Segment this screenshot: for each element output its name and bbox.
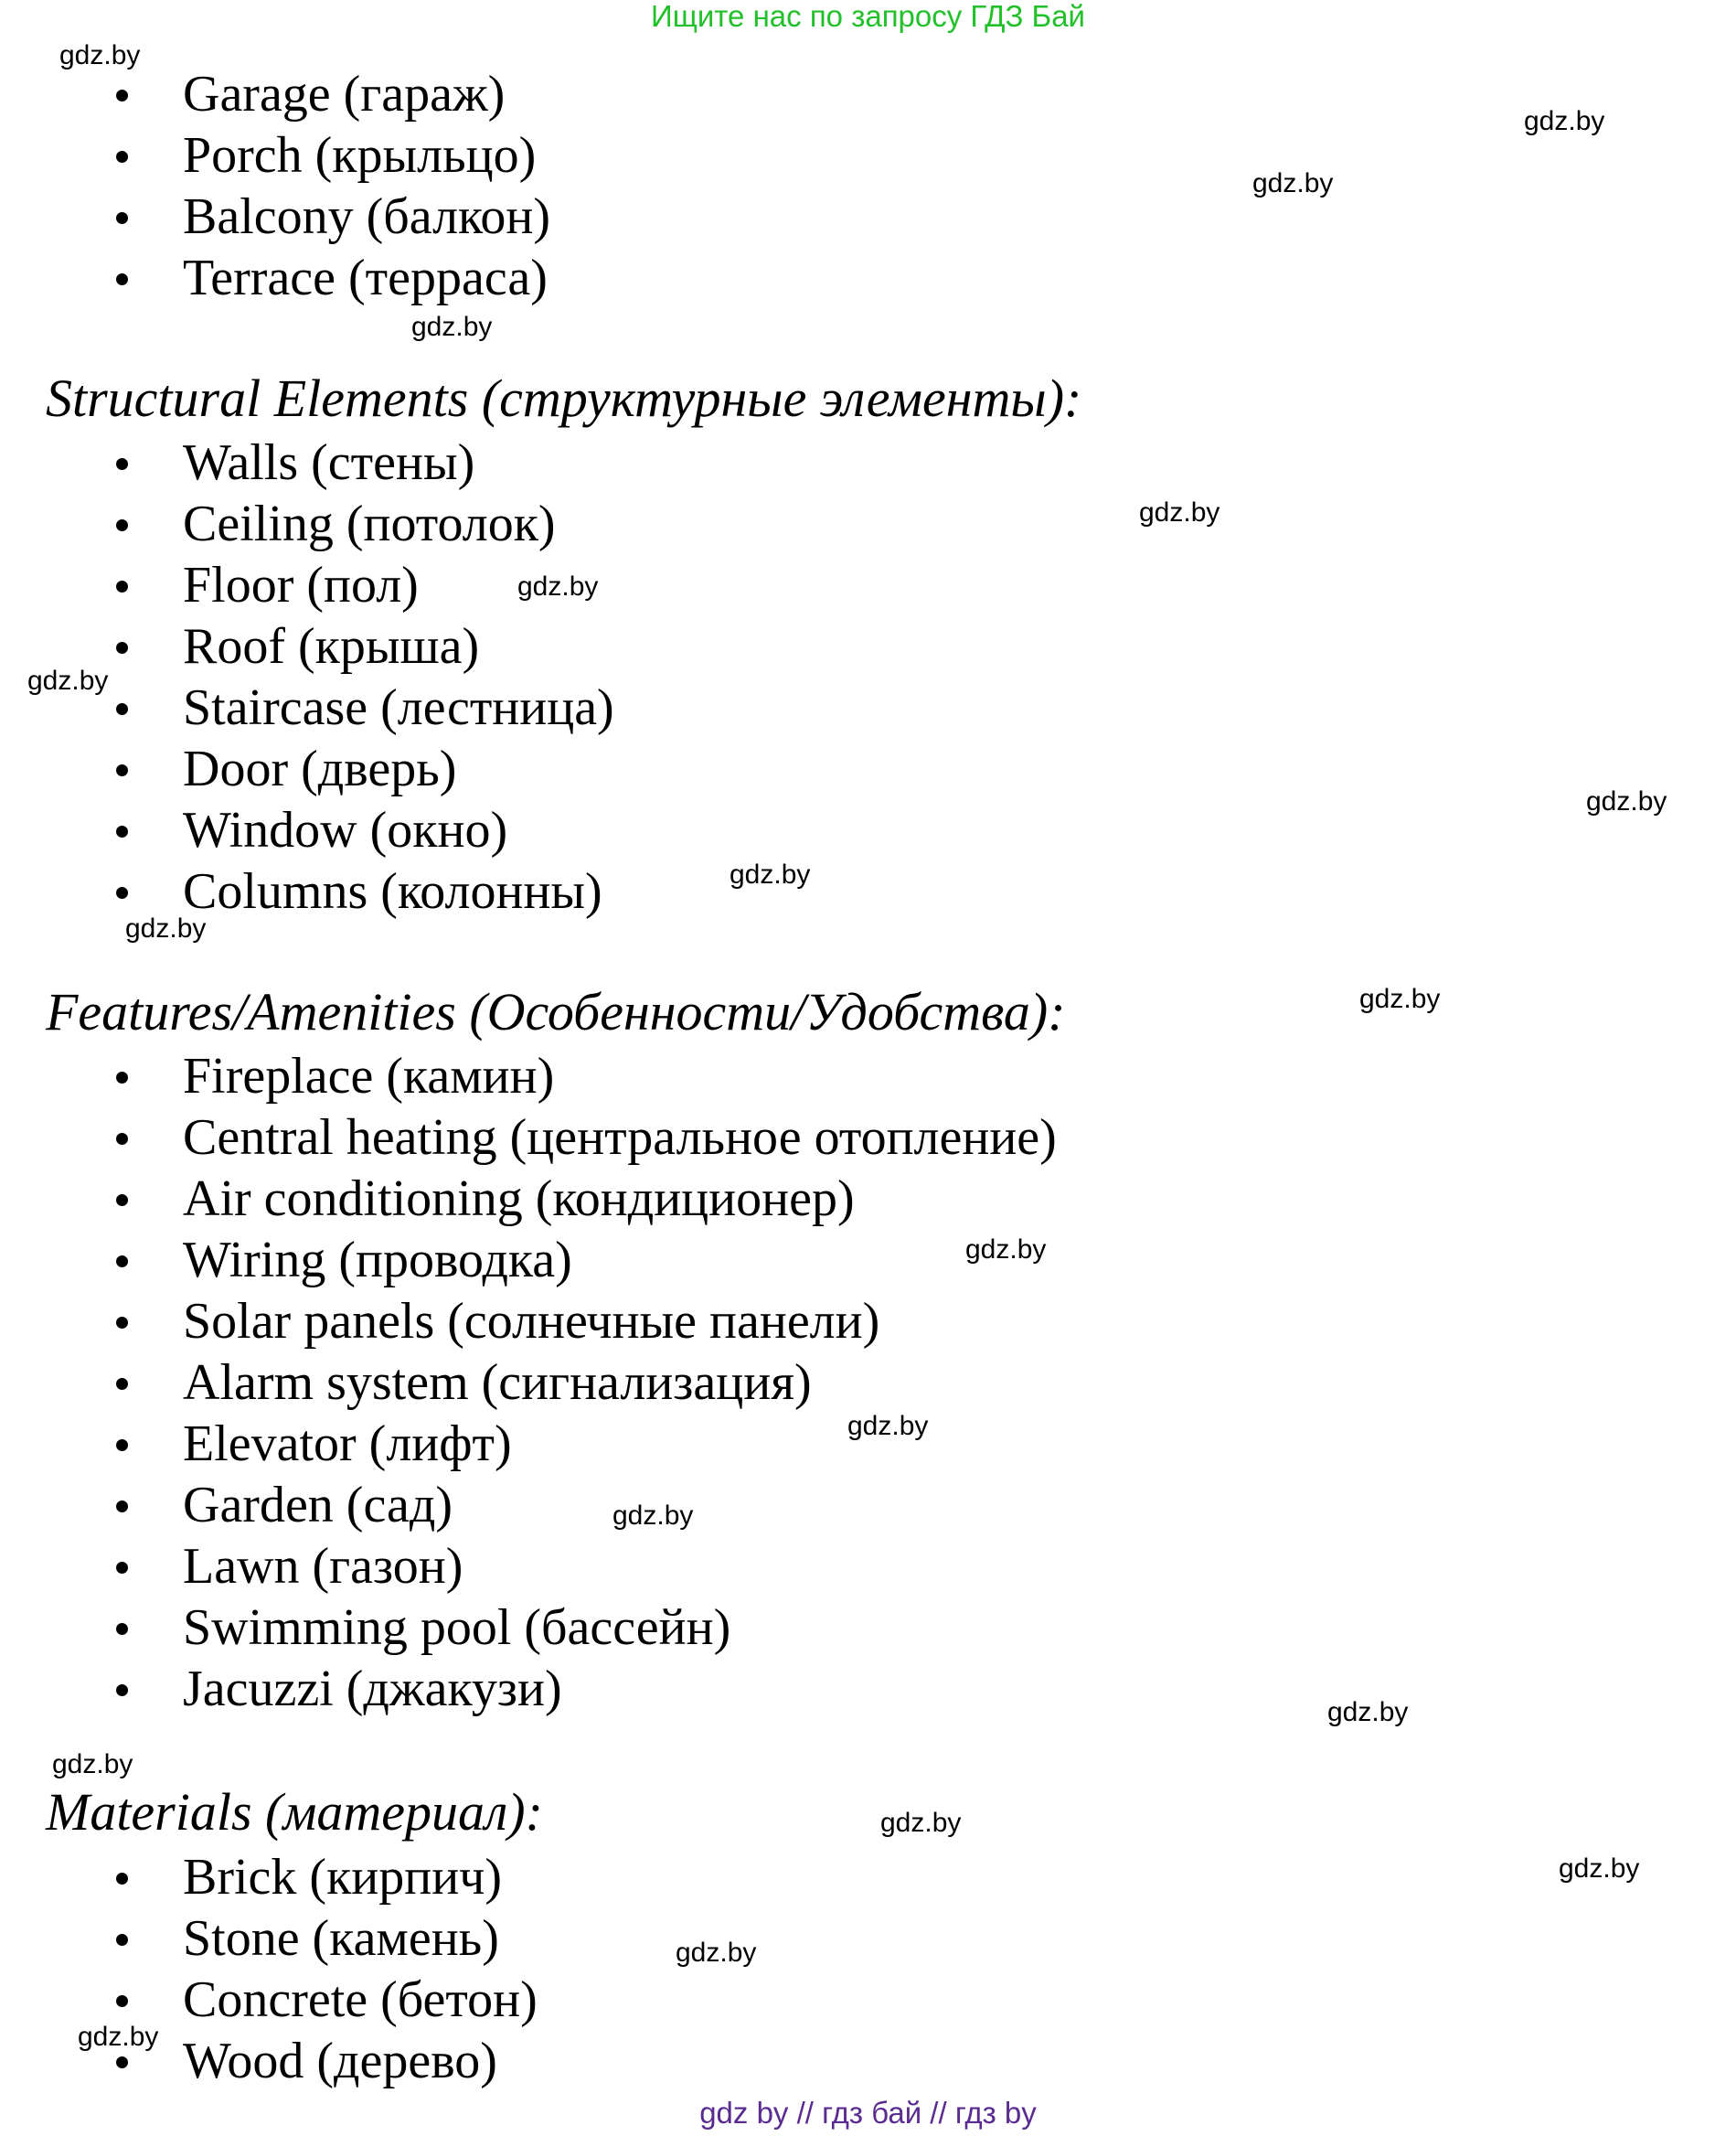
watermark: gdz.by [1559,1853,1640,1884]
watermark: gdz.by [965,1234,1047,1265]
list-item: Garage (гараж) [0,64,550,125]
bullet-icon [116,887,128,899]
bullet-icon [116,273,128,285]
section-heading-materials: Materials (материал): [46,1782,543,1842]
bottom-banner: gdz by // гдз бай // гдз by [699,2096,1037,2130]
list-item: Lawn (газон) [0,1536,1057,1597]
bullet-icon [116,581,128,593]
list-item: Terrace (терраса) [0,248,550,309]
list-item: Elevator (лифт) [0,1414,1057,1475]
list-item: Roof (крыша) [0,616,614,678]
watermark: gdz.by [411,312,493,342]
watermark: gdz.by [59,40,141,70]
section-heading-structural: Structural Elements (структурные элементы): [46,368,1082,428]
list-item: Alarm system (сигнализация) [0,1352,1057,1414]
list-item: Columns (колонны) [0,861,614,923]
watermark: gdz.by [847,1411,929,1441]
list-item: Swimming pool (бассейн) [0,1597,1057,1659]
watermark: gdz.by [1139,497,1220,528]
watermark: gdz.by [612,1501,694,1531]
bullet-icon [116,703,128,715]
list-item: Central heating (центральное отопление) [0,1107,1057,1169]
bullet-icon [116,151,128,163]
top-banner: Ищите нас по запросу ГДЗ Бай [651,0,1085,33]
list-item: Staircase (лестница) [0,678,614,739]
bullet-icon [116,1684,128,1696]
bullet-icon [116,826,128,838]
bullet-icon [116,1995,128,2007]
list-item: Garden (сад) [0,1475,1057,1536]
bullet-icon [116,1072,128,1084]
bullet-icon [116,642,128,654]
bullet-icon [116,1317,128,1329]
features-list [0,1046,1057,1720]
bullet-icon [116,1133,128,1145]
list-item: Wiring (проводка) [0,1230,1057,1291]
list-item: Balcony (балкон) [0,187,550,248]
watermark: gdz.by [1524,106,1605,136]
list-item: Walls (стены) [0,433,614,494]
bullet-icon [116,1194,128,1206]
bullet-icon [116,458,128,470]
bullet-icon [116,764,128,776]
watermark: gdz.by [52,1749,133,1779]
bullet-icon [116,90,128,101]
watermark: gdz.by [27,666,109,696]
bullet-icon [116,1501,128,1512]
watermark: gdz.by [730,860,811,890]
intro-list [0,64,550,309]
bullet-icon [116,1562,128,1574]
bullet-icon [116,1873,128,1885]
bullet-icon [116,519,128,531]
list-item: Porch (крыльцо) [0,125,550,187]
list-item: Jacuzzi (джакузи) [0,1659,1057,1720]
list-item: Concrete (бетон) [0,1970,538,2031]
bullet-icon [116,212,128,224]
watermark: gdz.by [1252,168,1334,198]
list-item: Door (дверь) [0,739,614,800]
list-item: Fireplace (камин) [0,1046,1057,1107]
bullet-icon [116,1439,128,1451]
bullet-icon [116,1623,128,1635]
watermark: gdz.by [125,913,207,944]
bullet-icon [116,1255,128,1267]
watermark: gdz.by [517,571,599,602]
watermark: gdz.by [676,1938,757,1968]
list-item: Stone (камень) [0,1908,538,1970]
list-item: Brick (кирпич) [0,1847,538,1908]
watermark: gdz.by [880,1808,962,1838]
materials-list [0,1847,538,2092]
watermark: gdz.by [1586,786,1667,817]
list-item: Ceiling (потолок) [0,494,614,555]
watermark: gdz.by [78,2022,159,2052]
list-item: Air conditioning (кондиционер) [0,1169,1057,1230]
list-item: Wood (дерево) [0,2031,538,2092]
bullet-icon [116,2056,128,2068]
bullet-icon [116,1378,128,1390]
list-item: Window (окно) [0,800,614,861]
list-item: Solar panels (солнечные панели) [0,1291,1057,1352]
watermark: gdz.by [1359,984,1441,1014]
list-item: Floor (пол) [0,555,614,616]
bullet-icon [116,1934,128,1946]
watermark: gdz.by [1327,1697,1409,1727]
section-heading-features: Features/Amenities (Особенности/Удобства): [46,982,1066,1041]
